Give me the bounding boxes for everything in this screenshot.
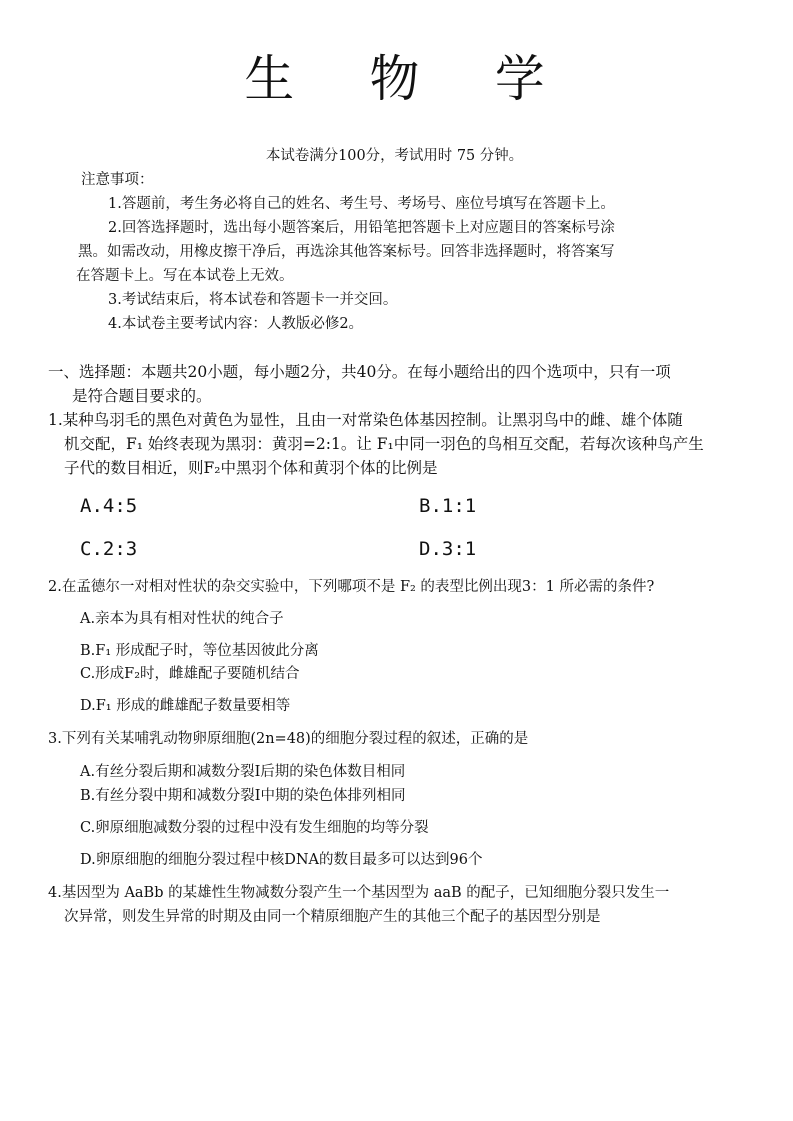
question-1-option-b[interactable]: B.1:1: [419, 495, 477, 517]
question-1-stem: 机交配，F₁ 始终表现为黑羽：黄羽=2:1。让 F₁中同一羽色的鸟相互交配，若每次该种鸟产生: [64, 435, 704, 453]
notice-item: 3.考试结束后，将本试卷和答题卡一并交回。: [108, 292, 398, 308]
question-1-stem: 1.某种鸟羽毛的黑色对黄色为显性，且由一对常染色体基因控制。让黑羽鸟中的雌、雄个体随: [48, 411, 683, 429]
question-2-option-b[interactable]: B.F₁ 形成配子时，等位基因彼此分离: [80, 643, 319, 659]
question-3-option-c[interactable]: C.卵原细胞减数分裂的过程中没有发生细胞的均等分裂: [80, 820, 429, 836]
question-1-option-c[interactable]: C.2:3: [80, 538, 138, 560]
notice-item: 黑。如需改动，用橡皮擦干净后，再选涂其他答案标号。回答非选择题时，将答案写: [78, 244, 615, 260]
question-3-option-b[interactable]: B.有丝分裂中期和减数分裂Ⅰ中期的染色体排列相同: [80, 788, 406, 804]
notice-item: 在答题卡上。写在本试卷上无效。: [76, 268, 294, 284]
question-1-stem: 子代的数目相近，则F₂中黑羽个体和黄羽个体的比例是: [64, 459, 438, 477]
notice-heading: 注意事项：: [81, 172, 154, 188]
notice-item: 4.本试卷主要考试内容：人教版必修2。: [108, 316, 364, 332]
question-3-stem: 3.下列有关某哺乳动物卵原细胞(2n=48)的细胞分裂过程的叙述，正确的是: [48, 731, 529, 747]
question-4-stem: 次异常，则发生异常的时期及由同一个精原细胞产生的其他三个配子的基因型分别是: [64, 909, 601, 925]
exam-info: 本试卷满分100分，考试用时 75 分钟。: [265, 148, 524, 164]
section-heading-cont: 是符合题目要求的。: [72, 387, 212, 405]
page-title: 生 物 学: [244, 50, 575, 108]
question-1-option-d[interactable]: D.3:1: [419, 538, 477, 560]
question-3-option-a[interactable]: A.有丝分裂后期和减数分裂Ⅰ后期的染色体数目相同: [80, 764, 406, 780]
question-1-option-a[interactable]: A.4:5: [80, 495, 138, 517]
question-2-option-c[interactable]: C.形成F₂时，雌雄配子要随机结合: [80, 666, 300, 682]
question-4-stem: 4.基因型为 AaBb 的某雄性生物减数分裂产生一个基因型为 aaB 的配子，已知细胞分裂只发生一: [48, 885, 670, 901]
question-2-stem: 2.在孟德尔一对相对性状的杂交实验中，下列哪项不是 F₂ 的表型比例出现3：1 所必需的条件?: [48, 579, 655, 595]
question-2-option-d[interactable]: D.F₁ 形成的雌雄配子数量要相等: [80, 698, 291, 714]
notice-item: 1.答题前，考生务必将自己的姓名、考生号、考场号、座位号填写在答题卡上。: [108, 196, 615, 212]
section-heading: 一、选择题：本题共20小题，每小题2分，共40分。在每小题给出的四个选项中，只有一项: [48, 363, 671, 381]
question-3-option-d[interactable]: D.卵原细胞的细胞分裂过程中核DNA的数目最多可以达到96个: [80, 852, 483, 868]
question-2-option-a[interactable]: A.亲本为具有相对性状的纯合子: [80, 611, 284, 627]
notice-item: 2.回答选择题时，选出每小题答案后，用铅笔把答题卡上对应题目的答案标号涂: [108, 220, 615, 236]
